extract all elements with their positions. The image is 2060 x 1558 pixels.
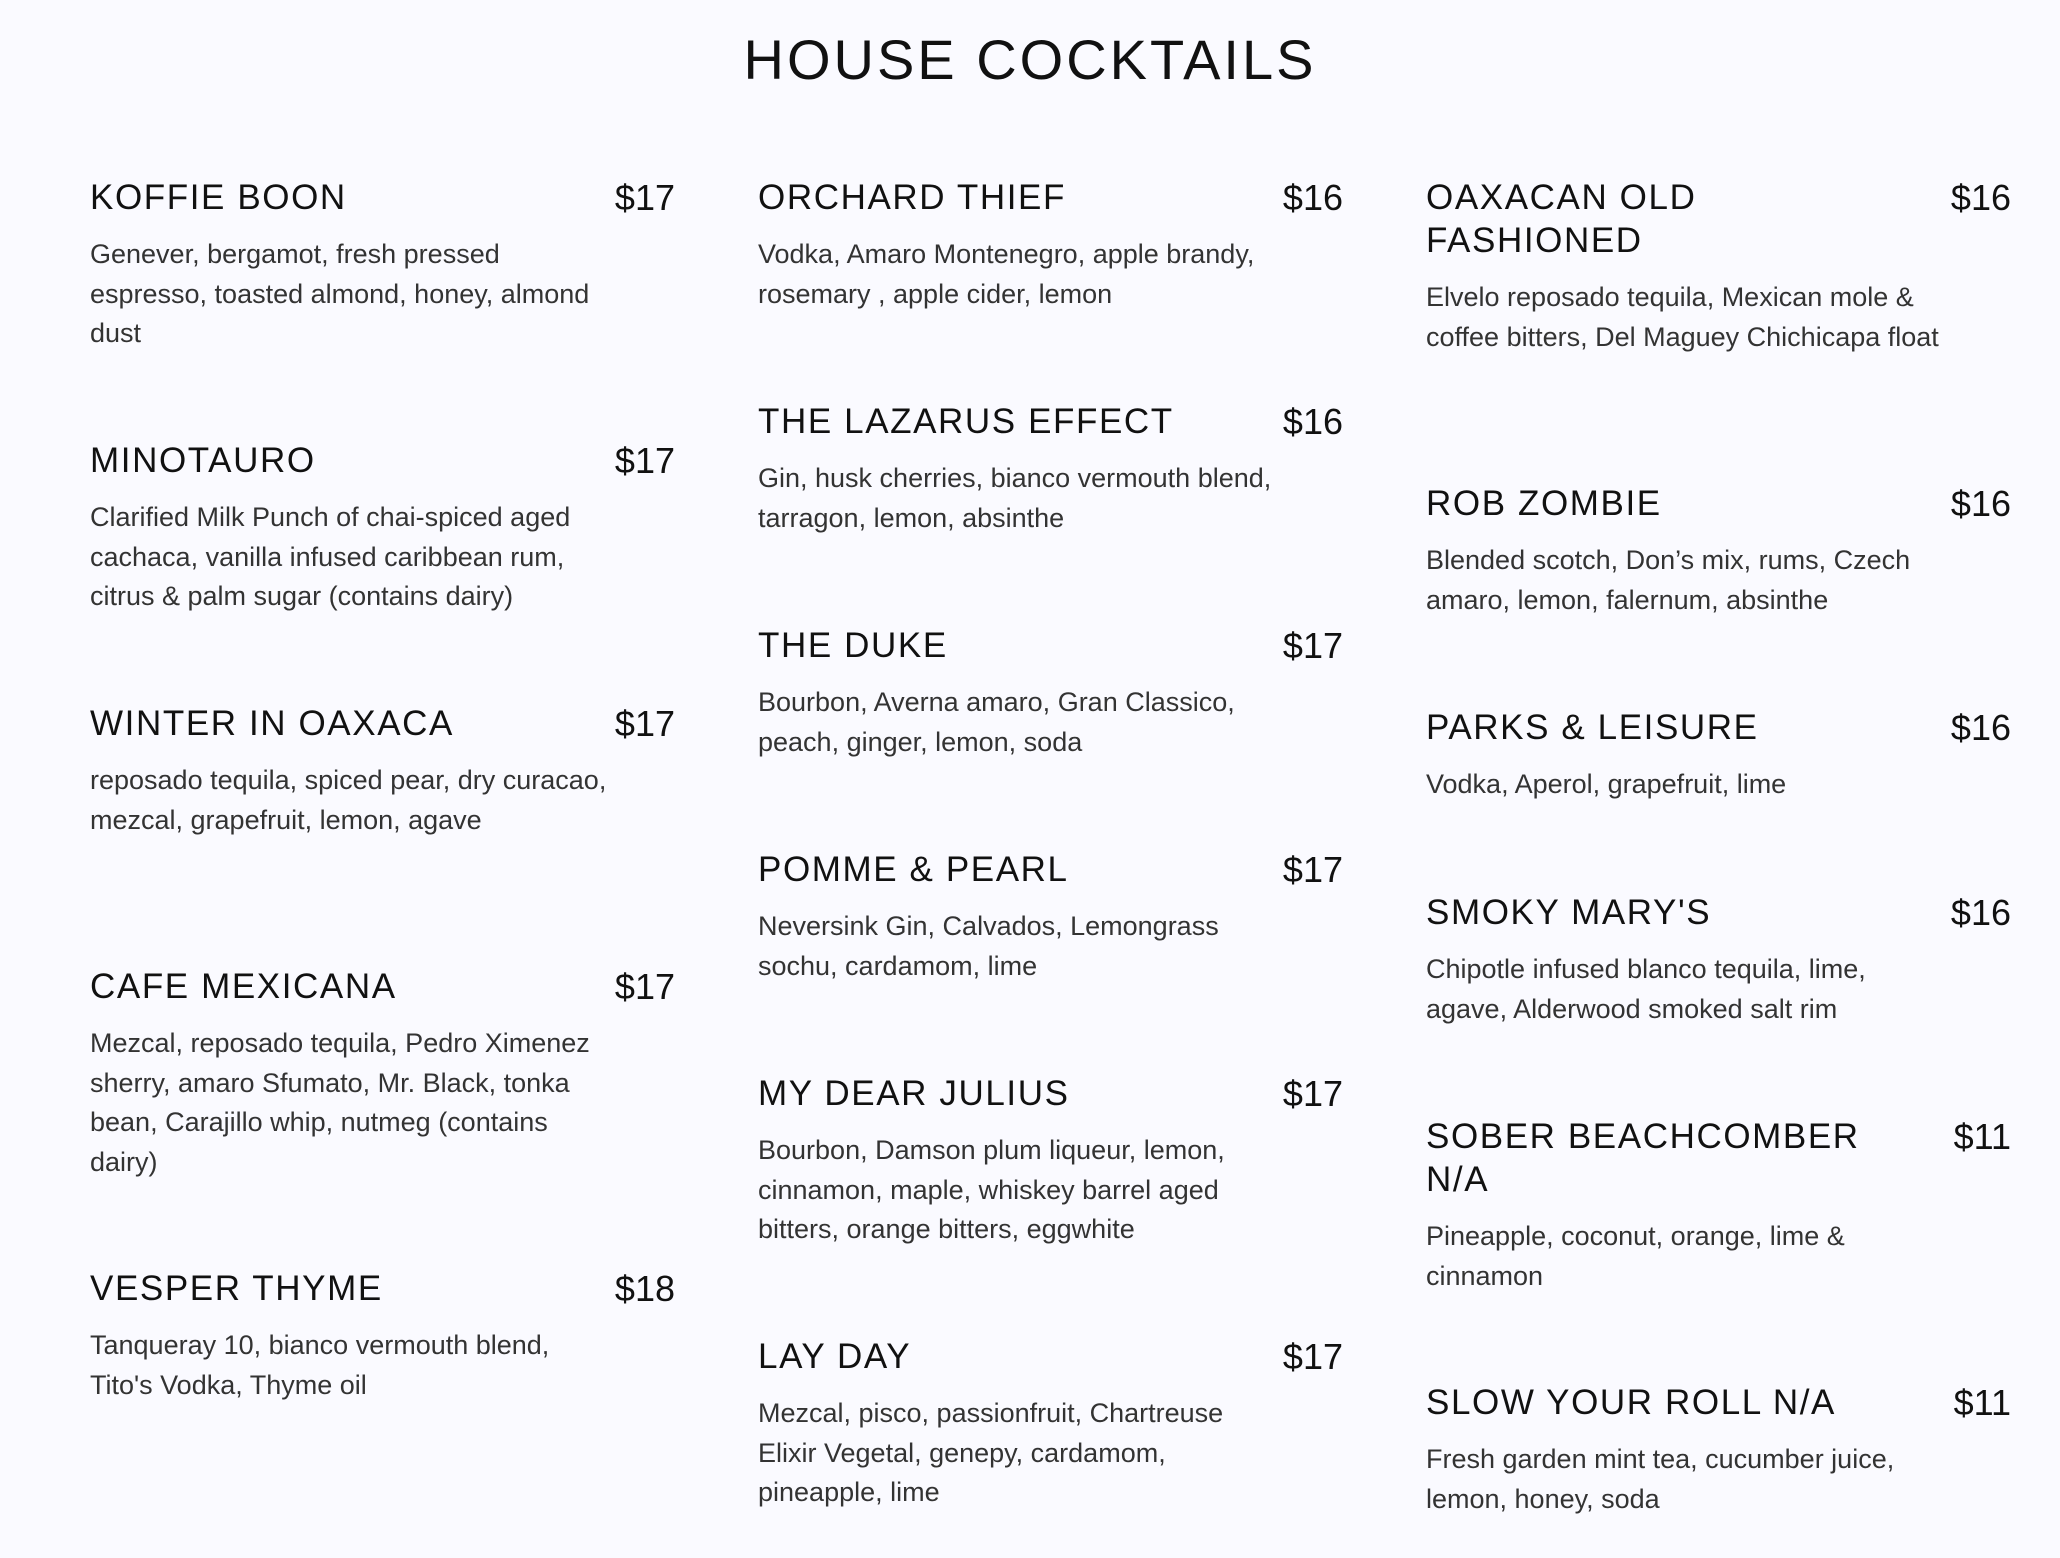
item-price: $11 — [1953, 1116, 2011, 1157]
item-description: Gin, husk cherries, bianco vermouth blend, tarragon, lemon, absinthe — [758, 463, 1272, 533]
item-description: Genever, bergamot, fresh pressed espresso, toasted almond, honey, almond dust — [90, 239, 590, 348]
item-header — [90, 439, 675, 482]
menu-item — [758, 400, 1343, 538]
item-price: $17 — [1282, 625, 1343, 666]
item-description: Blended scotch, Don’s mix, rums, Czech amaro, lemon, falernum, absinthe — [1426, 545, 1911, 615]
item-name: MY DEAR JULIUS — [758, 1074, 1070, 1113]
item-header — [758, 400, 1343, 443]
item-price: $17 — [614, 177, 675, 218]
item-header — [90, 176, 675, 219]
item-name: SMOKY MARY'S — [1426, 893, 1712, 932]
item-name: CAFE MEXICANA — [90, 967, 397, 1006]
menu-item — [1426, 176, 2011, 357]
item-header — [90, 1267, 675, 1310]
item-price: $16 — [1282, 177, 1343, 218]
item-description: Bourbon, Averna amaro, Gran Classico, peach, ginger, lemon, soda — [758, 687, 1235, 757]
item-header — [758, 176, 1343, 219]
item-description: Clarified Milk Punch of chai-spiced aged cachaca, vanilla infused caribbean rum, citrus & palm sugar (contains dairy) — [90, 502, 571, 611]
item-description: Chipotle infused blanco tequila, lime, agave, Alderwood smoked salt rim — [1426, 954, 1866, 1024]
item-name: THE DUKE — [758, 626, 948, 665]
item-header — [758, 1335, 1343, 1378]
item-name: LAY DAY — [758, 1337, 912, 1376]
item-header — [1426, 1115, 2011, 1201]
menu-item — [90, 1267, 675, 1405]
item-description: Elvelo reposado tequila, Mexican mole & coffee bitters, Del Maguey Chichicapa float — [1426, 282, 1939, 352]
item-name: MINOTAURO — [90, 441, 316, 480]
item-name: VESPER THYME — [90, 1269, 383, 1308]
menu-item — [758, 176, 1343, 314]
item-name: WINTER IN OAXACA — [90, 704, 454, 743]
menu-item — [758, 1335, 1343, 1513]
menu-item — [90, 439, 675, 617]
menu-item — [1426, 1381, 2011, 1519]
item-name: PARKS & LEISURE — [1426, 708, 1759, 747]
item-description: Neversink Gin, Calvados, Lemongrass sochu, cardamom, lime — [758, 911, 1219, 981]
item-header — [1426, 706, 2011, 749]
item-price: $11 — [1953, 1382, 2011, 1423]
item-description: Tanqueray 10, bianco vermouth blend, Tito's Vodka, Thyme oil — [90, 1330, 550, 1400]
item-price: $16 — [1950, 177, 2011, 218]
item-name: ORCHARD THIEF — [758, 178, 1066, 217]
menu-item — [1426, 706, 2011, 805]
item-header — [758, 1072, 1343, 1115]
item-name: OAXACAN OLD FASHIONED — [1426, 178, 1697, 260]
item-description: Pineapple, coconut, orange, lime & cinnamon — [1426, 1221, 1845, 1291]
item-price: $17 — [614, 703, 675, 744]
item-price: $18 — [614, 1268, 675, 1309]
item-price: $17 — [614, 440, 675, 481]
item-header — [1426, 176, 2011, 262]
item-header — [1426, 1381, 2011, 1424]
menu-item — [758, 848, 1343, 986]
item-name: THE LAZARUS EFFECT — [758, 402, 1174, 441]
item-price: $17 — [1282, 849, 1343, 890]
menu-item — [1426, 1115, 2011, 1296]
menu-item — [90, 176, 675, 354]
menu-item — [758, 1072, 1343, 1250]
menu-item — [1426, 891, 2011, 1029]
item-header — [90, 702, 675, 745]
item-price: $17 — [1282, 1336, 1343, 1377]
item-header — [758, 848, 1343, 891]
menu-column-2 — [758, 0, 1343, 1558]
item-description: Bourbon, Damson plum liqueur, lemon, cinnamon, maple, whiskey barrel aged bitters, orange bitters, eggwhite — [758, 1135, 1225, 1244]
item-description: Vodka, Amaro Montenegro, apple brandy, rosemary , apple cider, lemon — [758, 239, 1255, 309]
menu-item — [90, 965, 675, 1182]
menu-item — [758, 624, 1343, 762]
item-header — [758, 624, 1343, 667]
item-price: $16 — [1950, 483, 2011, 524]
item-name: SLOW YOUR ROLL N/A — [1426, 1383, 1837, 1422]
item-header — [90, 965, 675, 1008]
item-header — [1426, 891, 2011, 934]
item-name: SOBER BEACHCOMBER N/A — [1426, 1117, 1860, 1199]
menu-column-1 — [90, 0, 675, 1558]
item-description: Fresh garden mint tea, cucumber juice, lemon, honey, soda — [1426, 1444, 1895, 1514]
item-name: ROB ZOMBIE — [1426, 484, 1662, 523]
item-price: $17 — [614, 966, 675, 1007]
item-description: reposado tequila, spiced pear, dry curacao, mezcal, grapefruit, lemon, agave — [90, 765, 607, 835]
item-description: Mezcal, reposado tequila, Pedro Ximenez sherry, amaro Sfumato, Mr. Black, tonka bean, Carajillo whip, nutmeg (contains dairy) — [90, 1028, 590, 1177]
item-price: $16 — [1950, 892, 2011, 933]
page-title: HOUSE COCKTAILS — [743, 28, 1317, 91]
item-header — [1426, 482, 2011, 525]
menu-column-3 — [1426, 0, 2011, 1558]
item-description: Vodka, Aperol, grapefruit, lime — [1426, 769, 1787, 799]
item-price: $17 — [1282, 1073, 1343, 1114]
item-price: $16 — [1950, 707, 2011, 748]
menu-item — [1426, 482, 2011, 620]
item-name: POMME & PEARL — [758, 850, 1069, 889]
menu-item — [90, 702, 675, 840]
item-description: Mezcal, pisco, passionfruit, Chartreuse Elixir Vegetal, genepy, cardamom, pineapple, lime — [758, 1398, 1224, 1507]
item-price: $16 — [1282, 401, 1343, 442]
item-name: KOFFIE BOON — [90, 178, 347, 217]
